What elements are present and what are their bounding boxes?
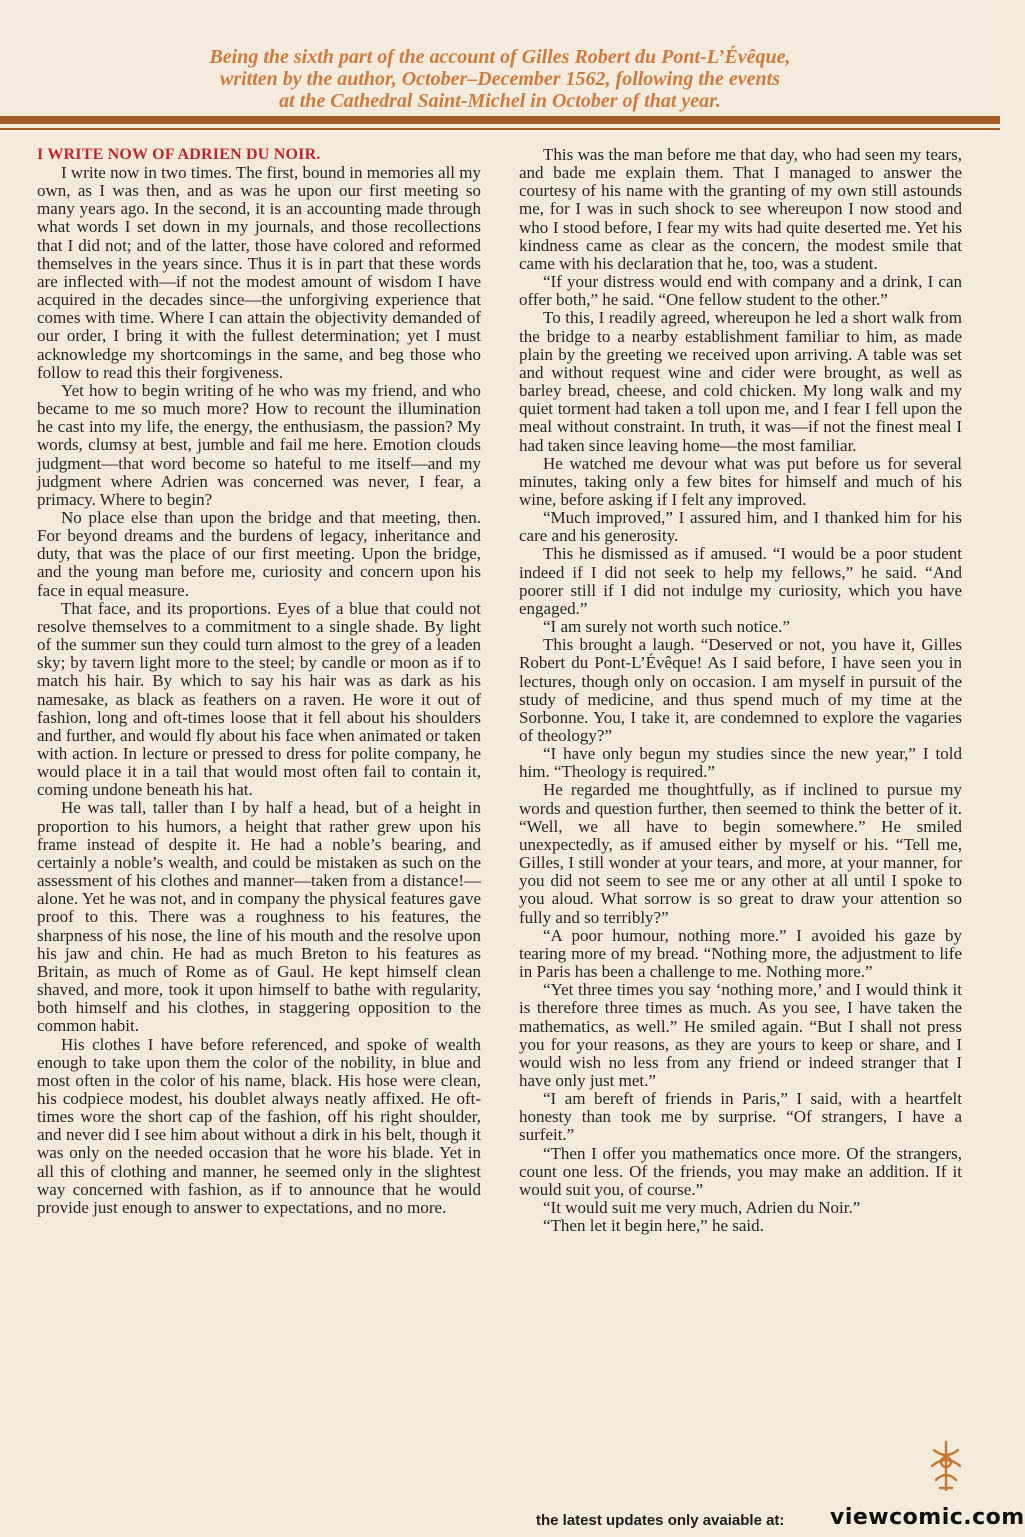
paragraph: “It would suit me very much, Adrien du Noir.” [543, 1198, 861, 1218]
intro-caption [110, 46, 890, 112]
paragraph: His clothes I have before referenced, and spoke of wealth enough to take upon them the color of the nobility, in blue and most often in the color of his name, black. His hose were clean, his codpiece modest, his doublet always neatly affixed. He oft-times wore the short cap of the fashion, off his right shoulder, and never did I see him about without a dirk in his belt, though it was only on the needed occasion that he wore his blade. Yet in all this of clothing and manner, he seemed only in the slightest way concerned with fashion, as if to announce that he would provide just enough to answer to expectations, and no more. [37, 1034, 481, 1217]
paragraph: “I am surely not worth such notice.” [543, 617, 790, 637]
intro-line-1: Being the sixth part of the account of Gilles Robert du Pont-L’Évêque, [209, 46, 791, 68]
footer-text: the latest updates only avaiable at: [536, 1512, 785, 1529]
header-rule-thick [0, 116, 1000, 124]
left-column [37, 146, 481, 1217]
paragraph: That face, and its proportions. Eyes of a blue that could not resolve themselves to a commitment to a single shade. By light of the summer sun they could turn almost to the grey of a leaden sky; by tavern light more to the steel; by candle or moon as if to match his hair. By which to say his hair was as dark as his namesake, as black as feathers on a raven. He wore it out of fashion, long and oft-times loose that it fell about his shoulders and further, and would fly about his face when animated or taken with action. In lecture or pressed to dress for polite company, he would place it in a tail that would most often fail to contain it, coming undone beneath his hat. [37, 598, 481, 800]
paragraph: He regarded me thoughtfully, as if inclined to pursue my words and question further, then seemed to think the better of it. “Well, we all have to begin somewhere.” He smiled unexpectedly, as if amused either by myself or his. “Tell me, Gilles, I still wonder at your tears, and more, at your manner, for you did not seem to see me or any other at all until I spoke to you aloud. What sorrow is so great to draw your attention so fully and so terribly?” [519, 780, 962, 927]
paragraph: This was the man before me that day, who had seen my tears, and bade me explain them. That I managed to answer the courtesy of his name with the granting of my own still astounds me, for I was in such shock to see whereupon I now stood and who I stood before, I fear my wits had quite deserted me. Yet his kindness came as clear as the concern, the modest smile that came with his declaration that he, too, was a student. [519, 145, 962, 273]
intro-line-3: at the Cathedral Saint-Michel in October of that year. [279, 90, 721, 112]
header-rule-thin [0, 128, 1000, 130]
paragraph: “I have only begun my studies since the new year,” I told him. “Theology is required.” [519, 744, 962, 782]
header-band [0, 0, 1000, 116]
paragraph: “If your distress would end with company and a drink, I can offer both,” he said. “One fellow student to the other.” [519, 272, 962, 310]
fleur-emblem-icon [928, 1440, 964, 1492]
paragraph: “I am bereft of friends in Paris,” I said, with a heartfelt honesty than took me by surprise. “Of strangers, I have a surfeit.” [519, 1089, 962, 1145]
paragraph: “Then let it begin here,” he said. [543, 1216, 764, 1236]
paragraph: “Then I offer you mathematics once more. Of the strangers, count one less. Of the friends, you may make an addition. If it would suit you, of course.” [519, 1143, 962, 1199]
paragraph: “Yet three times you say ‘nothing more,’ and I would think it is therefore three times as much. As you see, I have taken the mathematics, as well.” He smiled again. “But I shall not press you for your reasons, as they are yours to keep or share, and I would wish no less from any friend or indeed stranger that I have only just met.” [519, 980, 962, 1090]
paragraph: I write now in two times. The first, bound in memories all my own, as I was then, and as was he upon our first meeting so many years ago. In the second, it is an accounting made through what words I set down in my journals, and those recollections that I did not; and of the latter, those have colored and reformed themselves in the years since. Thus it is in part that these words are inflected with—if not the modest amount of wisdom I have acquired in the decades since—the unforgiving experience that comes with time. Where I can attain the objectivity demanded of our order, I bring it with the fullest determination; yet I must acknowledge my shortcomings in the same, and beg those who follow to read this their forgiveness. [37, 163, 481, 382]
right-column [519, 146, 962, 1235]
section-heading: I WRITE NOW OF ADRIEN DU NOIR. [37, 146, 321, 163]
footer-site-link[interactable]: viewcomic.com [830, 1505, 1025, 1530]
paragraph: Yet how to begin writing of he who was my friend, and who became to me so much more? How to recount the illumination he cast into my life, the energy, the enthusiasm, the passion? My words, clumsy at best, jumble and fail me here. Emotion clouds judgment—that word become so hateful to me itself—and my judgment where Adrien was concerned was never, I fear, a primacy. Where to begin? [37, 380, 481, 509]
paragraph: This brought a laugh. “Deserved or not, you have it, Gilles Robert du Pont-L’Évêque! As I said before, I have seen you in lectures, though only on occasion. I am myself in pursuit of the study of medicine, and thus spend much of my time at the Sorbonne. You, I take it, are condemned to explore the vagaries of theology?” [519, 635, 962, 745]
footer-banner [536, 1505, 1025, 1537]
paragraph: This he dismissed as if amused. “I would be a poor student indeed if I did not seek to help my fellows,” he said. “And poorer still if I did not indulge my curiosity, which you have engaged.” [519, 544, 962, 618]
paragraph: To this, I readily agreed, whereupon he led a short walk from the bridge to a nearby establishment familiar to him, as made plain by the greeting we received upon arriving. A table was set and without request wine and cider were brought, as well as barley bread, cheese, and cold chicken. My long walk and my quiet torment had taken a toll upon me, and I fear I fell upon the meal without constraint. In truth, it was—if not the finest meal I had taken since leaving home—the most familiar. [519, 308, 962, 455]
paragraph: No place else than upon the bridge and that meeting, then. For beyond dreams and the burdens of legacy, inheritance and duty, that was the place of our first meeting. Upon the bridge, and the young man before me, curiosity and concern upon his face in equal measure. [37, 507, 481, 600]
paragraph: He was tall, taller than I by half a head, but of a height in proportion to his humors, a height that rather grew upon his frame instead of despite it. He had a noble’s bearing, and certainly a noble’s wealth, and could be mistaken as such on the assessment of his clothes and manner—taken from a distance!—alone. Yet he was not, and in company the physical features gave proof to this. There was a roughness to his features, the sharpness of his nose, the line of his mouth and the resolve upon his jaw and chin. He had as much Breton to his features as Britain, as much of Rome as of Gaul. He kept himself clean shaved, and more, took it upon himself to bathe with regularity, both himself and his clothes, in staggering opposition to the common habit. [37, 798, 481, 1036]
paragraph: “Much improved,” I assured him, and I thanked him for his care and his generosity. [519, 508, 962, 546]
paragraph: “A poor humour, nothing more.” I avoided his gaze by tearing more of my bread. “Nothing more, the adjustment to life in Paris has been a challenge to me. Nothing more.” [519, 925, 962, 982]
intro-line-2: written by the author, October–December 1562, following the events [220, 68, 780, 90]
paragraph: He watched me devour what was put before us for several minutes, taking only a few bites for himself and much of his wine, before asking if I felt any improved. [519, 453, 962, 509]
